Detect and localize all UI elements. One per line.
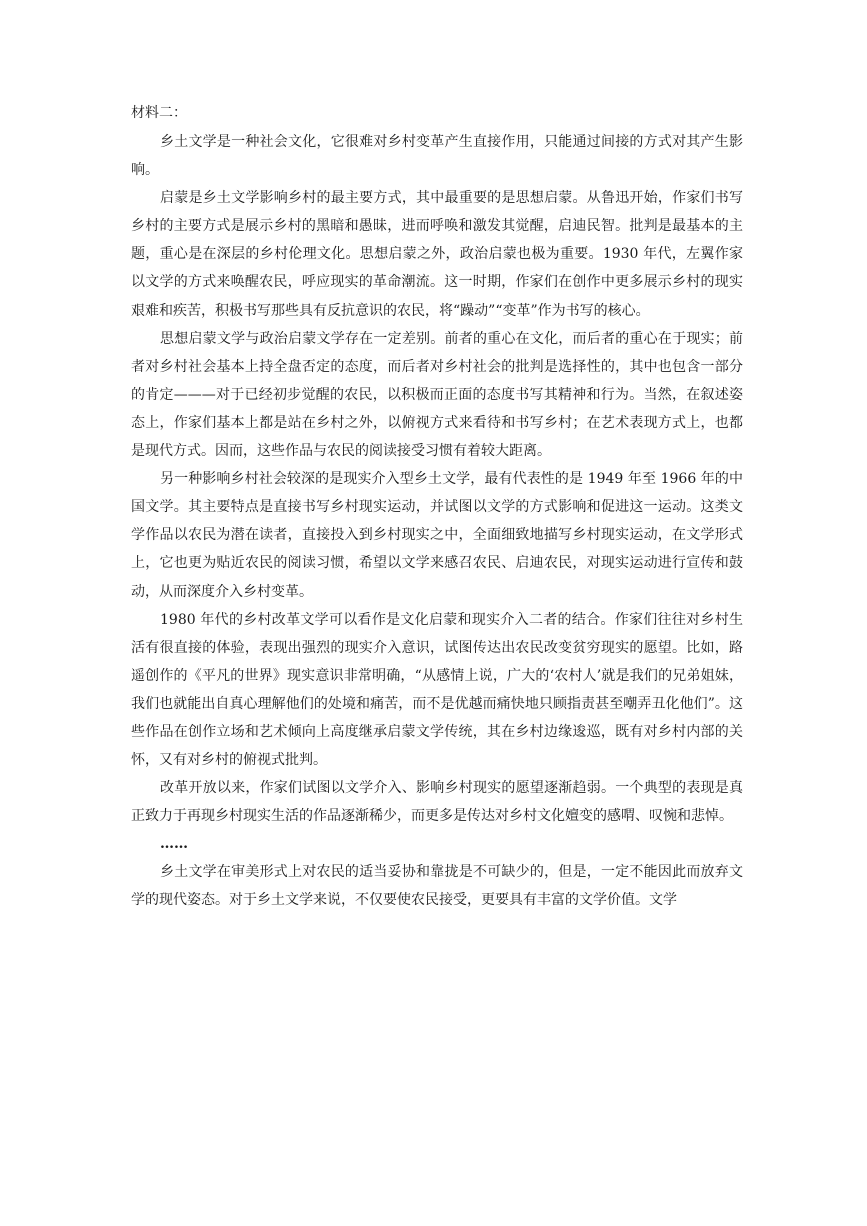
paragraph-1: 乡土文学是一种社会文化，它很难对乡村变革产生直接作用，只能通过间接的方式对其产生影响。: [131, 134, 743, 179]
document-page: [131, 98, 743, 915]
paragraph-3: 思想启蒙文学与政治启蒙文学存在一定差别。前者的重心在文化，而后者的重心在于现实；前者对乡村社会基本上持全盘否定的态度，而后者对乡村社会的批判是选择性的，其中也包含一部分的肯定———对于已经初步觉醒的农民，以积极而正面的态度书写其精神和行为。当然，在叙述姿态上，作家们基本上都是站在乡村之外，以俯视方式来看待和书写乡村；在艺术表现方式上，也都是现代方式。因而，这些作品与农民的阅读接受习惯有着较大距离。: [131, 330, 743, 460]
paragraph-5: 1980 年代的乡村改革文学可以看作是文化启蒙和现实介入二者的结合。作家们往往对乡村生活有很直接的体验，表现出强烈的现实介入意识，试图传达出农民改变贫穷现实的愿望。比如，路遥创作的《平凡的世界》现实意识非常明确，“从感情上说，广大的‘农村人’就是我们的兄弟姐妹，我们也就能出自真心理解他们的处境和痛苦，而不是优越而痛快地只顾指责甚至嘲弄丑化他们”。这些作品在创作立场和艺术倾向上高度继承启蒙文学传统，其在乡村边缘逡巡，既有对乡村内部的关怀，又有对乡村的俯视式批判。: [131, 611, 743, 769]
paragraph-6: 改革开放以来，作家们试图以文学介入、影响乡村现实的愿望逐渐趋弱。一个典型的表现是真正致力于再现乡村现实生活的作品逐渐稀少，而更多是传达对乡村文化嬗变的感喟、叹惋和悲悼。: [131, 780, 743, 825]
omission-ellipsis: ……: [160, 836, 188, 853]
paragraph-2: 启蒙是乡土文学影响乡村的最主要方式，其中最重要的是思想启蒙。从鲁迅开始，作家们书写乡村的主要方式是展示乡村的黑暗和愚昧，进而呼唤和激发其觉醒，启迪民智。批判是最基本的主题，重心是在深层的乡村伦理文化。思想启蒙之外，政治启蒙也极为重要。1930 年代，左翼作家以文学的方式来唤醒农民，呼应现实的革命潮流。这一时期，作家们在创作中更多展示乡村的现实艰难和疾苦，积极书写那些具有反抗意识的农民，将“躁动”“变革”作为书写的核心。: [131, 190, 743, 319]
paragraph-4: 另一种影响乡村社会较深的是现实介入型乡土文学，最有代表性的是 1949 年至 1966 年的中国文学。其主要特点是直接书写乡村现实运动，并试图以文学的方式影响和促进这一运动。这类文学作品以农民为潜在读者，直接投入到乡村现实之中，全面细致地描写乡村现实运动，在文学形式上，它也更为贴近农民的阅读习惯，希望以文学来感召农民、启迪农民，对现实运动进行宣传和鼓动，从而深度介入乡村变革。: [131, 471, 743, 600]
section-heading: 材料二：: [131, 105, 187, 121]
paragraph-final: 乡土文学在审美形式上对农民的适当妥协和靠拢是不可缺少的，但是，一定不能因此而放弃文学的现代姿态。对于乡土文学来说，不仅要使农民接受，更要具有丰富的文学价值。文学: [131, 864, 743, 909]
